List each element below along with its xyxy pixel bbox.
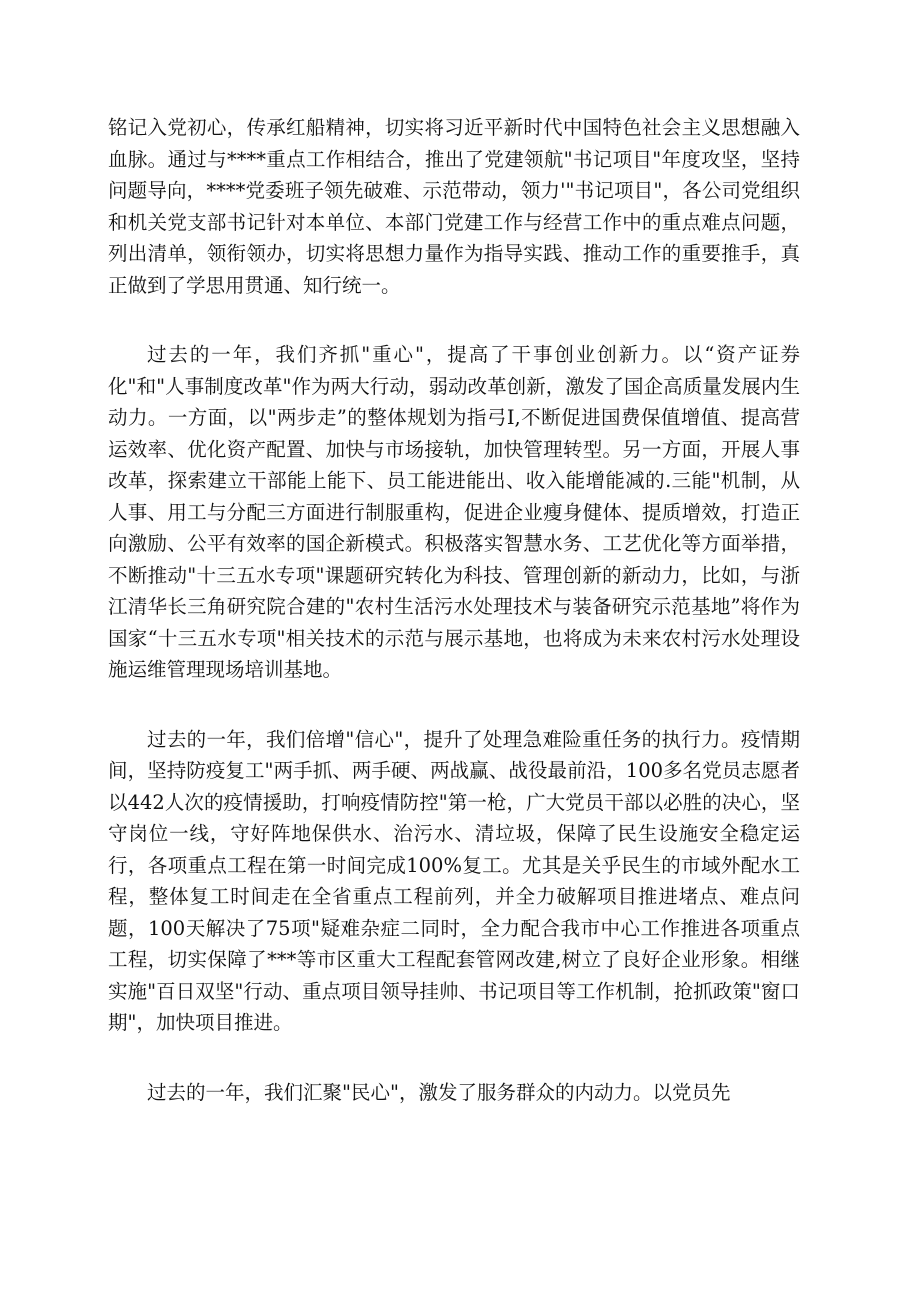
paragraph-3: 过去的一年，我们倍增"信心"，提升了处理急难险重任务的执行力。疫情期间，坚持防疫复工"两手抓、两手硬、两战赢、战役最前沿，100多名党员志愿者以442人次的疫情援助，打响疫情防控"第一枪，广大党员干部以必胜的决心，坚守岗位一线，守好阵地保供水、治污水、清垃圾，保障了民生设施安全稳定运行，各项重点工程在第一时间完成100%复工。尤其是关乎民生的市域外配水工程，整体复工时间走在全省重点工程前列，并全力破解项目推进堵点、难点问题，100天解决了75项"疑难杂症二同时，全力配合我市中心工作推进各项重点工程，切实保障了***等市区重大工程配套管网改建,树立了良好企业形象。相继实施"百日双坚"行动、重点项目领导挂帅、书记项目等工作机制，抢抓政策"窗口期"，加快项目推进。 — [108, 727, 800, 1034]
paragraph-2: 过去的一年，我们齐抓"重心"，提高了干事创业创新力。以“资产证券化"和"人事制度改革"作为两大行动，弱动改革创新，激发了国企高质量发展内生动力。一方面，以"两步走”的整体规划为指弓I,不断促进国费保值增值、提高营运效率、优化资产配置、加快与市场接轨，加快管理转型。另一方面，开展人事改革，探索建立干部能上能下、员工能进能出、收入能增能减的.三能"机制，从人事、用工与分配三方面进行制服重构，促进企业瘦身健体、提质增效，打造正向激励、公平有效率的国企新模式。积极落实智慧水务、工艺优化等方面举措，不断推动"十三五水专项"课题研究转化为科技、管理创新的新动力，比如，与浙江清华长三角研究院合建的"农村生活污水处理技术与装备研究示范基地”将作为国家“十三五水专项"相关技术的示范与展示基地，也将成为未来农村污水处理设施运维管理现场培训基地。 — [108, 343, 800, 681]
document-body — [108, 112, 800, 1108]
paragraph-1: 铭记入党初心，传承红船精神，切实将习近平新时代中国特色社会主义思想融入血脉。通过与****重点工作相结合，推出了党建领航"书记项目"年度攻坚，坚持问题导向，****党委班子领先破难、示范带动，领力'"书记项目"，各公司党组织和机关党支部书记针对本单位、本部门党建工作与经营工作中的重点难点问题，列出清单，领衔领办，切实将思想力量作为指导实践、推动工作的重要推手，真正做到了学思用贯通、知行统一。 — [108, 116, 800, 297]
paragraph-4: 过去的一年，我们汇聚"民心"，激发了服务群众的内动力。以党员先 — [147, 1080, 731, 1104]
